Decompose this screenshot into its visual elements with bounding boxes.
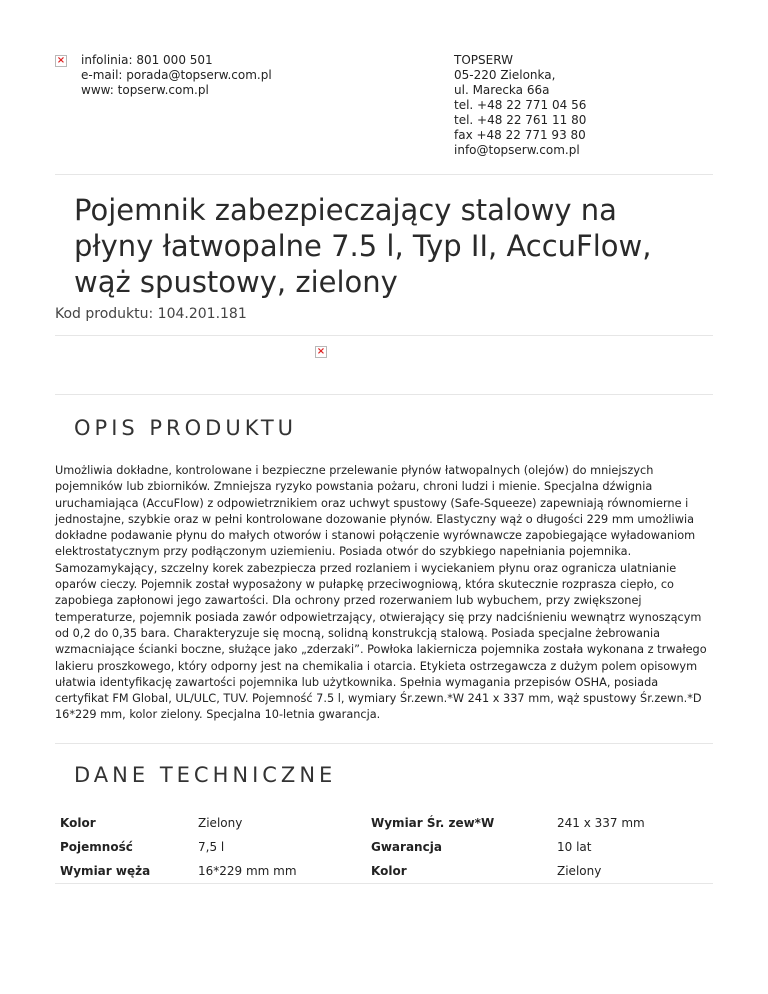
product-title: Pojemnik zabezpieczający stalowy na płyny łatwopalne 7.5 l, Typ II, AccuFlow, wąż spustowy, zielony xyxy=(74,193,652,299)
company-address xyxy=(454,53,586,158)
company-tel-2: tel. +48 22 761 11 80 xyxy=(454,113,587,127)
divider xyxy=(55,743,713,744)
divider xyxy=(55,883,713,884)
hotline-text: infolinia: 801 000 501 xyxy=(81,53,213,67)
table-row xyxy=(55,859,713,883)
company-name: TOPSERW xyxy=(454,53,513,67)
divider xyxy=(55,174,713,175)
table-row xyxy=(55,811,713,835)
spec-value: 241 x 337 mm xyxy=(557,816,645,830)
spec-value: Zielony xyxy=(198,816,243,830)
contact-info xyxy=(81,53,272,98)
company-fax: fax +48 22 771 93 80 xyxy=(454,128,586,142)
email-text: e-mail: porada@topserw.com.pl xyxy=(81,68,272,82)
description-heading: OPIS PRODUKTU xyxy=(74,416,298,440)
spec-label: Gwarancja xyxy=(371,840,442,854)
divider xyxy=(55,335,713,336)
spec-value: Zielony xyxy=(557,864,602,878)
spec-label: Kolor xyxy=(60,816,96,830)
product-code: Kod produktu: 104.201.181 xyxy=(55,306,247,322)
company-street: ul. Marecka 66a xyxy=(454,83,550,97)
product-description: Umożliwia dokładne, kontrolowane i bezpieczne przelewanie płynów łatwopalnych (olejów) do mniejszych pojemników lub zbiorników. Zmniejsza ryzyko powstania pożaru, chroni ludzi i mienie. Specjalna dźwignia uruchamiająca (AccuFlow) z odpowietrznikiem oraz uchwyt spustowy (Safe-Squeeze) zapewniają równomierne i jednostajne, szybkie oraz w pełni kontrolowane dozowanie płynów. Elastyczny wąż o długości 229 mm umożliwia dokładne podawanie płynu do małych otworów i stanowi połączenie wyrównawcze zapobiegające wyładowaniom elektrostatycznym przy podłączonym uziemieniu. Posiada otwór do szybkiego napełniania pojemnika. Samozamykający, szczelny korek zabezpiecza przed rozlaniem i wyciekaniem płynu oraz ogranicza ulatnianie oparów cieczy. Pojemnik został wyposażony w pułapkę przeciwogniową, która skutecznie rozprasza ciepło, co zapobiega zapłonowi jego zawartości. Dla ochrony przed rozerwaniem lub wybuchem, przy zwiększonej temperaturze, pojemnik posiada zawór odpowietrzający, otwierający się przy nadciśnieniu wewnątrz wynoszącym od 0,2 do 0,35 bara. Charakteryzuje się mocną, solidną konstrukcją stalową. Posiada specjalne żebrowania wzmacniające ścianki boczne, służące jako „zderzaki”. Powłoka lakiernicza pojemnika została wykonana z trwałego lakieru proszkowego, który odporny jest na chemikalia i otarcia. Etykieta ostrzegawcza z dużym polem opisowym ułatwia identyfikację zawartości pojemnika lub użytkownika. Spełnia wymagania przepisów OSHA, posiada certyfikat FM Global, UL/ULC, TUV. Pojemność 7.5 l, wymiary Śr.zewn.*W 241 x 337 mm, wąż spustowy Śr.zewn.*D 16*229 mm, kolor zielony. Specjalna 10-letnia gwarancja. xyxy=(55,464,707,722)
product-image-broken-icon: × xyxy=(316,346,326,357)
spec-value: 16*229 mm mm xyxy=(198,864,297,878)
company-tel-1: tel. +48 22 771 04 56 xyxy=(454,98,587,112)
company-city: 05-220 Zielonka, xyxy=(454,68,556,82)
specs-heading: DANE TECHNICZNE xyxy=(74,763,337,787)
company-email: info@topserw.com.pl xyxy=(454,143,580,157)
spec-label: Wymiar Śr. zew*W xyxy=(371,816,495,830)
specs-table xyxy=(55,811,713,883)
spec-value: 10 lat xyxy=(557,840,592,854)
spec-value: 7,5 l xyxy=(198,840,225,854)
table-row xyxy=(55,835,713,859)
spec-label: Kolor xyxy=(371,864,407,878)
divider xyxy=(55,394,713,395)
spec-label: Wymiar węża xyxy=(60,864,151,878)
website-text: www: topserw.com.pl xyxy=(81,83,209,97)
logo-broken-image-icon: × xyxy=(56,55,66,66)
spec-label: Pojemność xyxy=(60,840,133,854)
